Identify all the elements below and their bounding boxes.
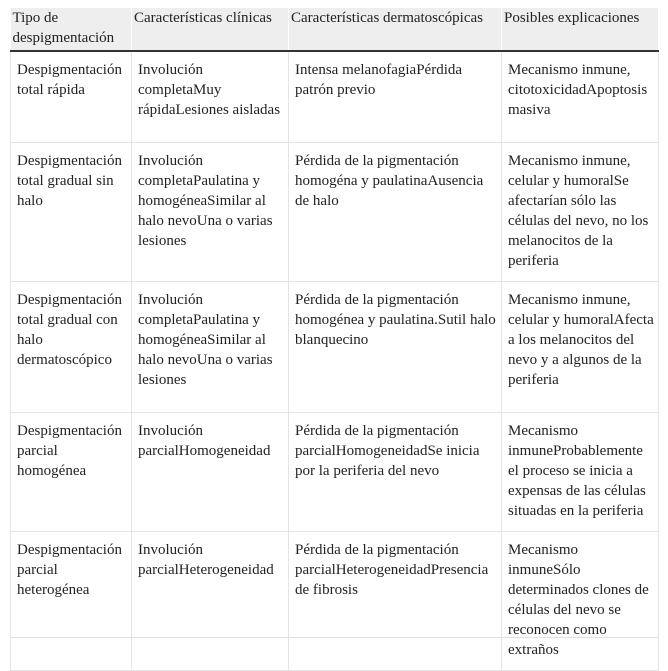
table-header-row: [11, 8, 659, 51]
cell-explicaciones: Mecanismo inmune, citotoxicidadApoptosis masiva: [502, 51, 659, 143]
cell-dermatoscopicas: Pérdida de la pigmentación parcialHeterogeneidadPresencia de fibrosis: [289, 532, 502, 671]
cell-tipo: Despigmentación total rápida: [11, 51, 132, 143]
cell-tipo: Despigmentación total gradual con halo dermatoscópico: [11, 282, 132, 413]
cell-clinicas: Involución completaPaulatina y homogéneaSimilar al halo nevoUna o varias lesiones: [132, 143, 289, 282]
cell-explicaciones: Mecanismo inmuneSólo determinados clones de células del nevo se reconocen como extraños: [502, 532, 659, 671]
depigmentation-table: [10, 8, 659, 671]
cell-clinicas: Involución parcialHomogeneidad: [132, 413, 289, 532]
header-tipo: Tipo de despigmentación: [11, 8, 132, 51]
cell-explicaciones: Mecanismo inmune, celular y humoralSe afectarían sólo las células del nevo, no los melanocitos de la periferia: [502, 143, 659, 282]
table-row: [11, 413, 659, 532]
cell-tipo: Despigmentación parcial heterogénea: [11, 532, 132, 671]
cell-tipo: Despigmentación total gradual sin halo: [11, 143, 132, 282]
cell-explicaciones: Mecanismo inmune, celular y humoralAfecta a los melanocitos del nevo y a algunos de la periferia: [502, 282, 659, 413]
table-row: [11, 282, 659, 413]
header-explicaciones: Posibles explicaciones: [502, 8, 659, 51]
cell-dermatoscopicas: Pérdida de la pigmentación parcialHomogeneidadSe inicia por la periferia del nevo: [289, 413, 502, 532]
cell-tipo: Despigmentación parcial homogénea: [11, 413, 132, 532]
cell-explicaciones: Mecanismo inmuneProbablemente el proceso se inicia a expensas de las células situadas en la periferia: [502, 413, 659, 532]
cell-dermatoscopicas: Intensa melanofagiaPérdida patrón previo: [289, 51, 502, 143]
cell-dermatoscopicas: Pérdida de la pigmentación homogéna y paulatinaAusencia de halo: [289, 143, 502, 282]
table-row: [11, 532, 659, 671]
header-dermatoscopicas: Características dermatoscópicas: [289, 8, 502, 51]
cell-clinicas: Involución completaPaulatina y homogéneaSimilar al halo nevoUna o varias lesiones: [132, 282, 289, 413]
depigmentation-table-container: [10, 8, 658, 658]
table-row: [11, 51, 659, 143]
header-clinicas: Características clínicas: [132, 8, 289, 51]
cell-clinicas: Involución parcialHeterogeneidad: [132, 532, 289, 671]
cell-dermatoscopicas: Pérdida de la pigmentación homogénea y paulatina.Sutil halo blanquecino: [289, 282, 502, 413]
table-row: [11, 143, 659, 282]
cell-clinicas: Involución completaMuy rápidaLesiones aisladas: [132, 51, 289, 143]
